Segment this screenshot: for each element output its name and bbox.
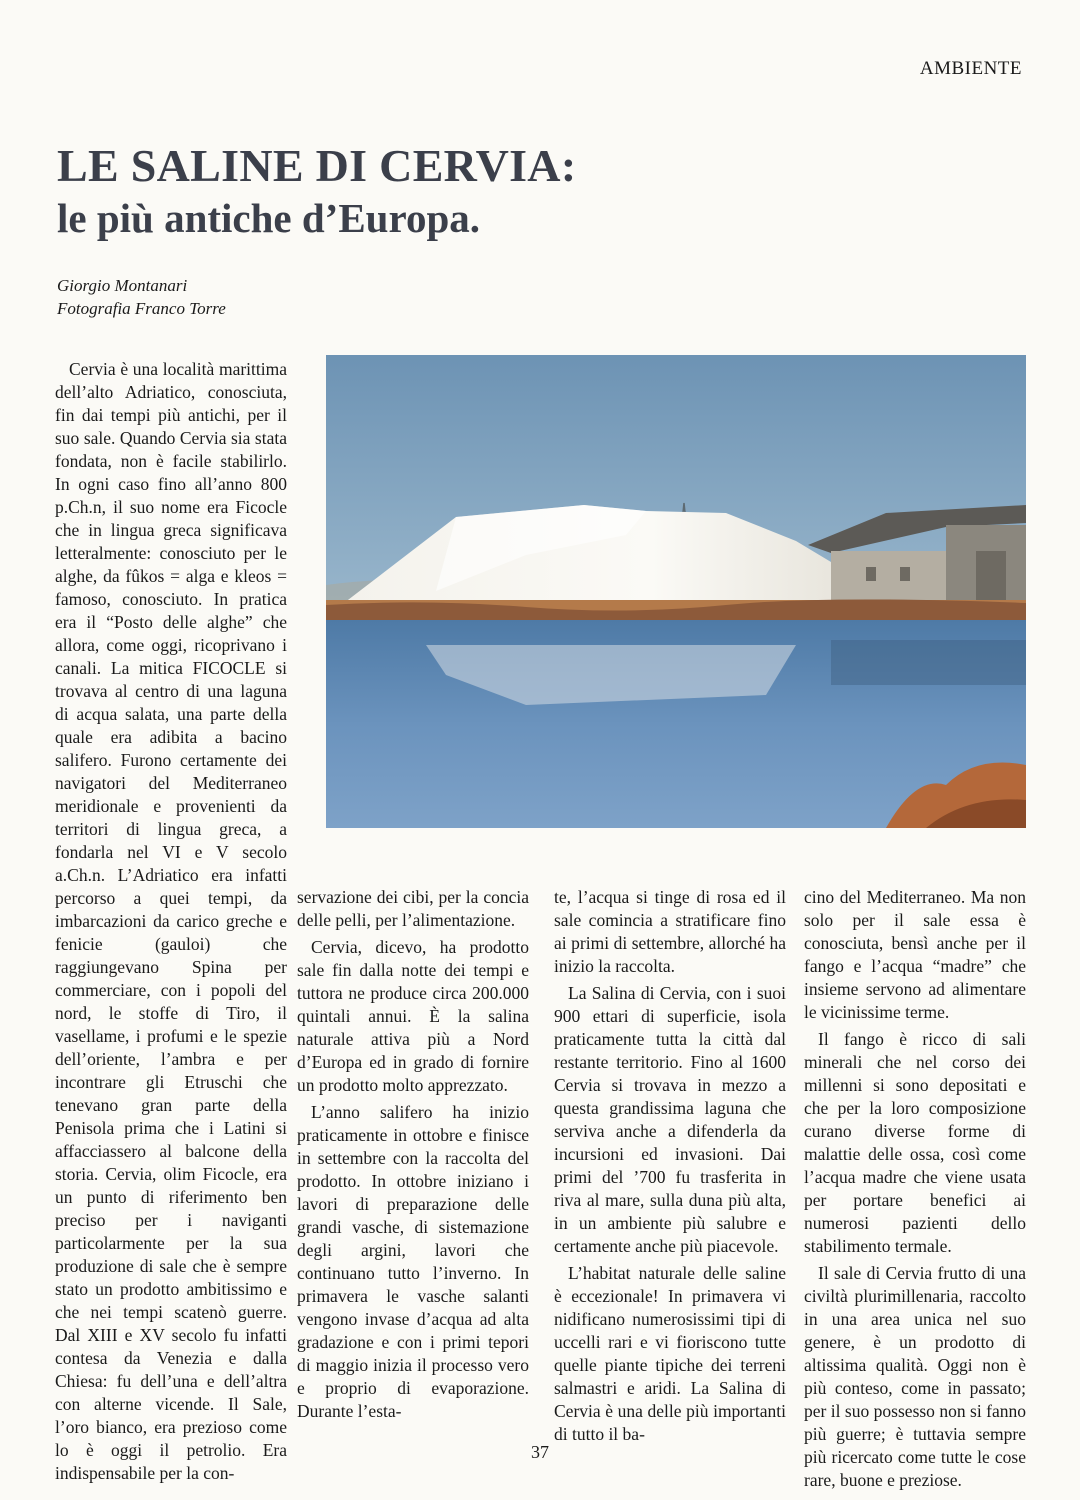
paragraph: L’habitat naturale delle saline è eccezionale! In primavera vi nidificano numerosissimi tipi di uccelli rari e vi fioriscono tutte quelle piante tipiche dei terreni salmastri e aridi. La Salina di Cervia è una delle più importanti di tutto il ba-: [554, 1263, 786, 1444]
text-column-4: [804, 886, 1026, 1496]
section-label: AMBIENTE: [919, 58, 1022, 79]
paragraph: Il sale di Cervia frutto di una civiltà plurimillenaria, raccolto in una area unica nel suo genere, è un prodotto di altissima qualità. Oggi non è più conteso, come in passato; per il suo possesso non si fanno più guerre; è tuttavia sempre più ricercato come tutte le cose rare, buone e preziose.: [804, 1263, 1026, 1490]
title-line-2: le più antiche d’Europa.: [57, 195, 480, 241]
paragraph: Il fango è ricco di sali minerali che nel corso dei millenni si sono depositati e che per la loro composizione curano diverse forme di malattie delle ossa, così come l’acqua madre che viene usata per portare benefici ai numerosi pazienti dello stabilimento termale.: [804, 1029, 1026, 1256]
byline: [57, 274, 226, 320]
author-name: Giorgio Montanari: [57, 276, 188, 295]
title-line-1: LE SALINE DI CERVIA:: [57, 140, 577, 191]
salt-pile-photo: [326, 355, 1026, 828]
text-column-2: [297, 886, 529, 1427]
paragraph: La Salina di Cervia, con i suoi 900 ettari di superficie, isola praticamente tutta la città dal restante territorio. Fino al 1600 Cervia si trovava in mezzo a questa grandissima laguna che serviva anche a difenderla da incursioni ed invasioni. Dai primi del ’700 fu trasferita in riva al mare, sulla duna più alta, in un ambiente più salubre e certamente anche più piacevole.: [554, 983, 786, 1256]
article-title: [57, 140, 576, 244]
paragraph: servazione dei cibi, per la concia delle pelli, per l’alimentazione.: [297, 887, 529, 930]
paragraph: cino del Mediterraneo. Ma non solo per il sale essa è conosciuta, bensì anche per il fango e l’acqua “madre” che insieme servono ad alimentare le vicinissime terme.: [804, 887, 1026, 1022]
text-column-3: [554, 886, 786, 1450]
text-column-1: [55, 358, 287, 1489]
photo-illustration: [326, 355, 1026, 828]
page-number: 37: [531, 1442, 549, 1462]
paragraph: L’anno salifero ha inizio praticamente in ottobre e finisce in settembre con la raccolta del prodotto. In ottobre iniziano i lavori di preparazione delle grandi vasche, di sistemazione degli argini, lavori che continuano tutto l’inverno. In primavera le vasche salanti vengono invase d’acqua ad alta gradazione e con i primi tepori di maggio inizia il processo vero e proprio di evaporazione. Durante l’esta-: [297, 1102, 529, 1421]
paragraph: Cervia è una località marittima dell’alto Adriatico, conosciuta, fin dai tempi più antichi, per il suo sale. Quando Cervia sia stata fondata, non è facile stabilirlo. In ogni caso fino all’anno 800 p.Ch.n, il suo nome era Ficocle che in lingua greca significava letteralmente: conosciuto per le alghe, da fûkos = alga e kleos = famoso, conosciuto. In pratica era il “Posto delle alghe” che allora, come oggi, ricoprivano i canali. La mitica FICOCLE si trovava al centro di una laguna di acqua salata, una parte della quale era adibita a bacino salifero. Furono certamente dei navigatori del Mediterraneo meridionale e provenienti da territori di lingua greca, a fondarla nel VI e V secolo a.Ch.n. L’Adriatico era infatti percorso a quei tempi, da imbarcazioni da carico greche e fenicie (gauloi) che raggiungevano Spina per commerciare, con i popoli del nord, le stoffe di Tiro, il vasellame, i profumi e le spezie dell’oriente, l’ambra e per incontrare gli Etruschi che tenevano gran parte della Penisola prima che i Latini si affacciassero al balcone della storia. Cervia, olim Ficocle, era un punto di riferimento ben preciso per i naviganti particolarmente per la sua produzione di sale che è sempre stato un prodotto ambitissimo e che nei tempi scatenò guerre. Dal XIII e XV secolo fu infatti contesa da Venezia e dalla Chiesa: fu dell’una e dell’altra con alterne vicende. Il Sale, l’oro bianco, era prezioso come lo è oggi il petrolio. Era indispensabile per la con-: [55, 359, 287, 1483]
paragraph: Cervia, dicevo, ha prodotto sale fin dalla notte dei tempi e tuttora ne produce circa 200.000 quintali annui. È la salina naturale attiva più a Nord d’Europa ed in grado di fornire un prodotto molto apprezzato.: [297, 937, 529, 1095]
paragraph: te, l’acqua si tinge di rosa ed il sale comincia a stratificare fino ai primi di settembre, allorché ha inizio la raccolta.: [554, 887, 786, 976]
photo-credit: Fotografia Franco Torre: [57, 299, 226, 318]
